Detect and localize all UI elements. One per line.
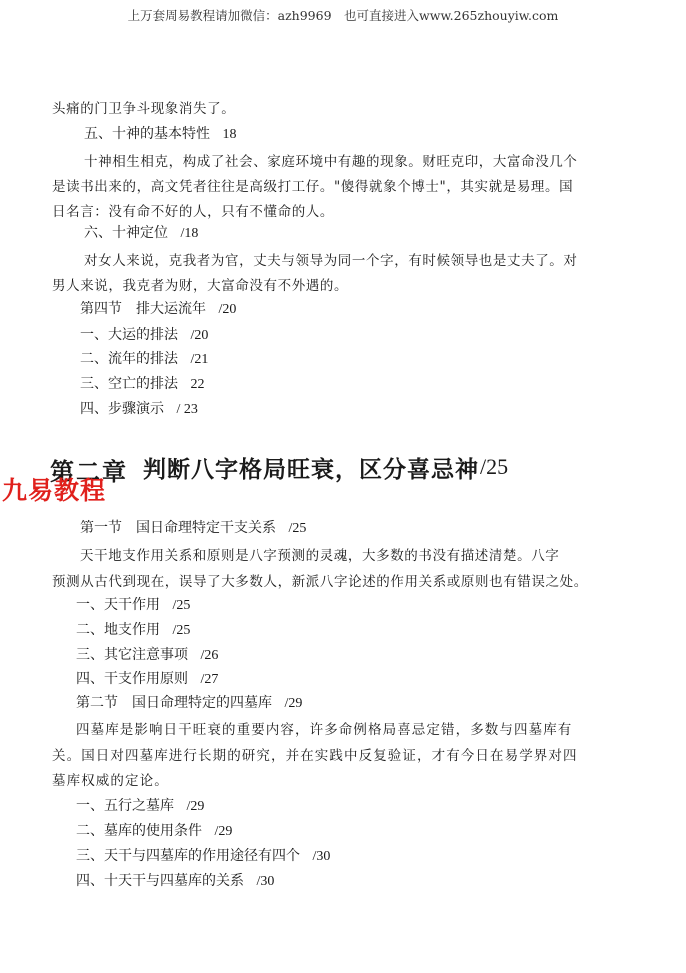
toc-entry	[84, 222, 198, 242]
toc-entry	[80, 373, 204, 393]
paragraph-line: 男人来说，我克者为财，大富命没有不外遇的。	[52, 278, 349, 294]
toc-entry-page: /30	[256, 874, 275, 889]
paragraph-line: 十神相生相克，构成了社会、家庭环境中有趣的现象。财旺克印，大富命没几个	[84, 154, 578, 170]
watermark-logo: 九易教程	[2, 476, 107, 505]
toc-entry-page: /25	[172, 623, 191, 638]
toc-entry-title: 三、其它注意事项	[76, 647, 188, 663]
toc-entry-page: /27	[200, 672, 219, 687]
toc-entry-title: 四、干支作用原则	[76, 671, 188, 687]
section-heading	[76, 692, 302, 712]
paragraph-line: 是读书出来的，高文凭者往往是高级打工仔。"傻得就象个博士"，其实就是易理。国	[52, 179, 574, 195]
toc-entry-page: 22	[190, 377, 205, 392]
toc-entry	[80, 398, 198, 418]
section-page: /25	[288, 521, 307, 536]
section-heading	[80, 517, 306, 537]
paragraph-line: 对女人来说，克我者为官，丈夫与领导为同一个字，有时候领导也是丈夫了。对	[84, 253, 578, 269]
intro-line: 头痛的门卫争斗现象消失了。	[52, 101, 236, 117]
toc-entry-title: 三、天干与四墓库的作用途径有四个	[76, 848, 300, 864]
paragraph-line: 关。国日对四墓库进行长期的研究，并在实践中反复验证，才有今日在易学界对四	[52, 748, 578, 764]
toc-entry-page: /26	[200, 648, 219, 663]
toc-entry	[76, 644, 218, 664]
toc-entry-page: /18	[180, 226, 199, 241]
toc-entry	[76, 795, 204, 815]
chapter-page: /25	[480, 454, 509, 479]
toc-entry	[76, 619, 190, 639]
toc-entry-title: 四、十天干与四墓库的关系	[76, 873, 244, 889]
toc-entry-title: 二、流年的排法	[80, 351, 178, 367]
paragraph-line: 日名言：没有命不好的人，只有不懂命的人。	[52, 204, 334, 220]
paragraph-line: 墓库权威的定论。	[52, 773, 169, 789]
toc-entry-title: 六、十神定位	[84, 225, 168, 241]
section-page: /29	[284, 696, 303, 711]
paragraph-line: 预测从古代到现在，误导了大多数人，新派八字论述的作用关系或原则也有错误之处。	[52, 574, 588, 590]
toc-entry-title: 二、墓库的使用条件	[76, 823, 202, 839]
section-title: 第四节 排大运流年	[80, 301, 206, 317]
toc-entry-page: /25	[172, 598, 191, 613]
toc-entry-title: 一、大运的排法	[80, 327, 178, 343]
toc-entry	[76, 668, 218, 688]
toc-entry-title: 一、天干作用	[76, 597, 160, 613]
section-title: 第二节 国日命理特定的四墓库	[76, 695, 272, 711]
chapter-title: 判断八字格局旺衰，区分喜忌神	[143, 456, 479, 483]
toc-entry-title: 四、步骤演示	[80, 401, 164, 417]
toc-entry	[76, 870, 274, 890]
toc-entry	[76, 845, 330, 865]
paragraph-line: 四墓库是影响日干旺衰的重要内容，许多命例格局喜忌定错，多数与四墓库有	[76, 722, 573, 738]
toc-entry-page: /29	[214, 824, 233, 839]
toc-entry-page: / 23	[176, 402, 198, 417]
toc-entry	[80, 348, 208, 368]
toc-entry	[76, 594, 190, 614]
toc-entry-page: 18	[222, 127, 237, 142]
toc-entry	[76, 820, 232, 840]
toc-entry-page: /20	[190, 328, 209, 343]
paragraph-line: 天干地支作用关系和原则是八字预测的灵魂，大多数的书没有描述清楚。八字	[80, 548, 560, 564]
toc-entry	[84, 123, 236, 143]
toc-entry-title: 二、地支作用	[76, 622, 160, 638]
page-header: 上万套周易教程请加微信：azh9969 也可直接进入www.265zhouyiw.com	[127, 8, 559, 23]
section-title: 第一节 国日命理特定干支关系	[80, 520, 276, 536]
toc-entry-title: 三、空亡的排法	[80, 376, 178, 392]
toc-entry	[80, 324, 208, 344]
toc-entry-title: 五、十神的基本特性	[84, 126, 210, 142]
section-heading	[80, 298, 236, 318]
toc-entry-title: 一、五行之墓库	[76, 798, 174, 814]
toc-entry-page: /29	[186, 799, 205, 814]
toc-entry-page: /30	[312, 849, 331, 864]
chapter-number: 第二章	[50, 457, 128, 486]
section-page: /20	[218, 302, 237, 317]
toc-entry-page: /21	[190, 352, 209, 367]
